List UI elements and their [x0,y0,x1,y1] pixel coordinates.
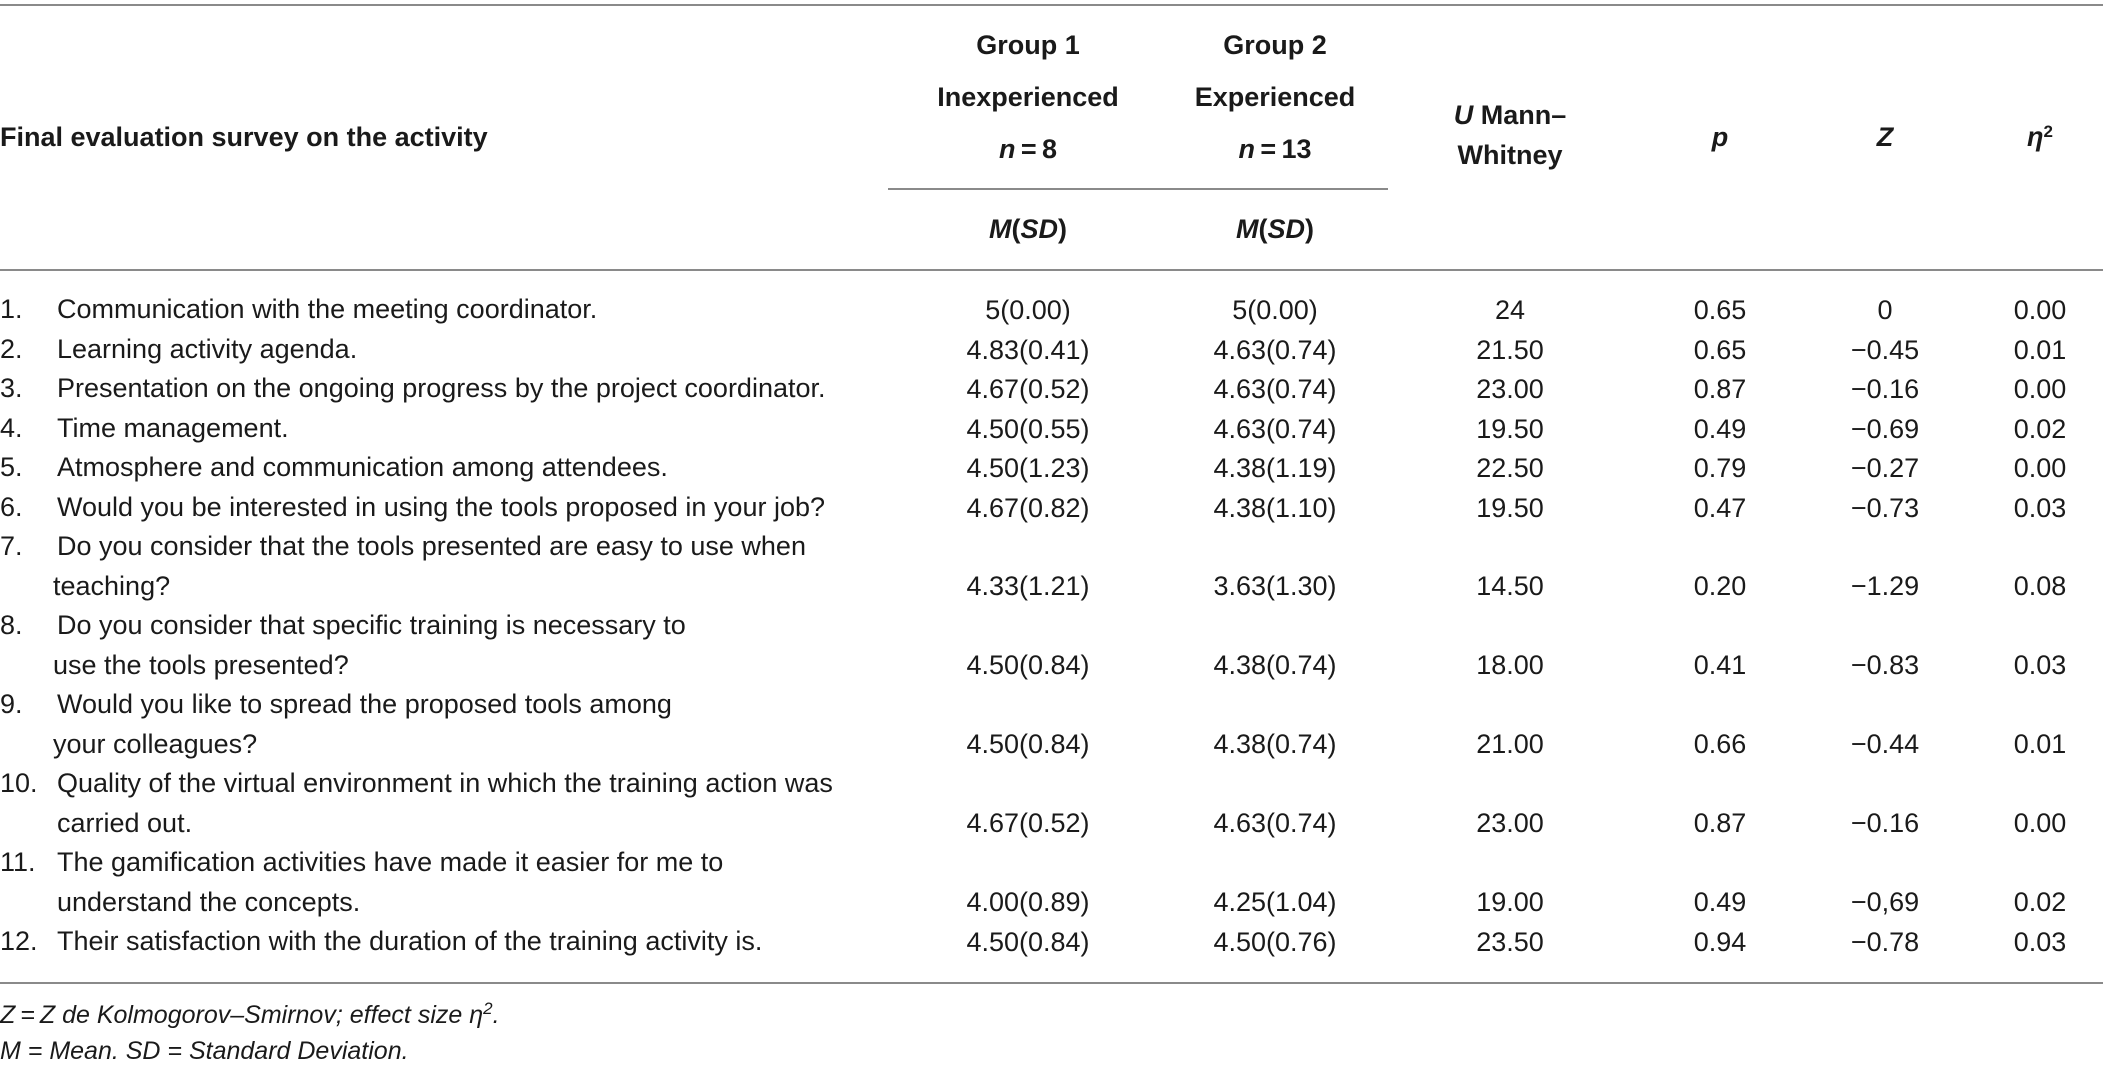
row-label: 12. Their satisfaction with the duration of the training activity is. [0,926,763,956]
table-row [0,606,2103,685]
z-value: −0.16 [1850,807,1920,838]
header-group2-stat: M(SD) [1235,214,1314,244]
z-value: −1.29 [1850,570,1920,601]
group2-value: 4.25(1.04) [1213,886,1337,917]
p-value: 0.65 [1693,334,1747,365]
p-value: 0.41 [1693,649,1747,680]
header-group2-title: Group 2 [1223,30,1327,60]
row-label: 2. Learning activity agenda. [0,334,358,364]
header-z: Z [1876,122,1894,152]
group2-value: 4.50(0.76) [1213,926,1337,957]
table-row [0,764,2103,843]
p-value: 0.87 [1693,807,1747,838]
header-group1-n: n = 8 [998,134,1058,164]
group1-value: 4.83(0.41) [966,334,1090,365]
header-eta-squared: $\eta^2$ [2027,122,2053,152]
group2-value: 4.38(1.19) [1213,452,1337,483]
table-row [0,290,2103,330]
table-row [0,922,2103,962]
header-group2-n: n = 13 [1238,134,1312,164]
table-bottom-rule [0,982,2103,984]
group2-value: 3.63(1.30) [1213,570,1337,601]
eta-value: 0.02 [2013,413,2067,444]
eta-value: 0.08 [2013,570,2067,601]
footnote-m-sd: M = Mean. SD = Standard Deviation. [0,1037,409,1065]
group2-value: 4.63(0.74) [1213,807,1337,838]
group2-value: 4.38(0.74) [1213,728,1337,759]
z-value: −0.16 [1850,373,1920,404]
group1-value: 4.50(0.84) [966,728,1090,759]
group2-value: 4.63(0.74) [1213,413,1337,444]
row-label: 5. Atmosphere and communication among attendees. [0,452,668,482]
u-value: 21.00 [1476,728,1544,759]
table-row [0,488,2103,528]
p-value: 0.66 [1693,728,1747,759]
eta-value: 0.00 [2013,373,2067,404]
group2-value: 5(0.00) [1232,294,1318,325]
p-value: 0.47 [1693,492,1747,523]
table-row [0,527,2103,606]
group1-value: 4.50(0.84) [966,649,1090,680]
p-value: 0.65 [1693,294,1747,325]
header-u-mann-whitney: U Mann– Whitney [1453,100,1567,170]
z-value: −0.27 [1850,452,1920,483]
group2-value: 4.63(0.74) [1213,334,1337,365]
header-group1-stat: M(SD) [988,214,1067,244]
u-value: 23.00 [1476,807,1544,838]
table-row [0,448,2103,488]
z-value: −0.73 [1850,492,1920,523]
group1-value: 4.50(0.55) [966,413,1090,444]
group1-value: 4.67(0.52) [966,373,1090,404]
row-label: 8. Do you consider that specific training is necessary to use the tools presented? [0,610,686,680]
u-value: 21.50 [1476,334,1544,365]
table-row [0,685,2103,764]
eta-value: 0.01 [2013,728,2067,759]
group1-value: 4.50(0.84) [966,926,1090,957]
group1-value: 4.00(0.89) [966,886,1090,917]
row-label: 4. Time management. [0,413,289,443]
u-value: 23.50 [1476,926,1544,957]
eta-value: 0.00 [2013,294,2067,325]
z-value: 0 [1877,294,1893,325]
group1-value: 4.50(1.23) [966,452,1090,483]
p-value: 0.49 [1693,886,1747,917]
table-row [0,409,2103,449]
table-row [0,843,2103,922]
eta-value: 0.00 [2013,807,2067,838]
p-value: 0.94 [1693,926,1747,957]
eta-value: 0.02 [2013,886,2067,917]
u-value: 22.50 [1476,452,1544,483]
header-group1-title: Group 1 [976,30,1080,60]
p-value: 0.20 [1693,570,1747,601]
p-value: 0.87 [1693,373,1747,404]
eta-value: 0.00 [2013,452,2067,483]
u-value: 24 [1494,294,1526,325]
group2-value: 4.38(0.74) [1213,649,1337,680]
u-value: 23.00 [1476,373,1544,404]
u-value: 19.50 [1476,413,1544,444]
group1-value: 5(0.00) [985,294,1071,325]
group2-value: 4.38(1.10) [1213,492,1337,523]
z-value: −0.69 [1850,413,1920,444]
group2-value: 4.63(0.74) [1213,373,1337,404]
z-value: −0.83 [1850,649,1920,680]
header-group2-label: Experienced [1194,82,1356,112]
u-value: 19.50 [1476,492,1544,523]
header-p: p [1711,122,1729,152]
z-value: −0,69 [1850,886,1920,917]
eta-value: 0.03 [2013,649,2067,680]
u-value: 19.00 [1476,886,1544,917]
p-value: 0.79 [1693,452,1747,483]
table-row [0,330,2103,370]
row-label: 6. Would you be interested in using the tools proposed in your job? [0,492,825,522]
z-value: −0.45 [1850,334,1920,365]
group1-value: 4.33(1.21) [966,570,1090,601]
table-row [0,369,2103,409]
eta-value: 0.01 [2013,334,2067,365]
group1-value: 4.67(0.82) [966,492,1090,523]
header-item-column: Final evaluation survey on the activity [0,122,488,152]
table-top-rule [0,4,2103,6]
row-label: 9. Would you like to spread the proposed tools among your colleagues? [0,689,672,759]
eta-value: 0.03 [2013,492,2067,523]
table-header-rule [0,269,2103,271]
row-label: 7. Do you consider that the tools presented are easy to use when teaching? [0,531,806,601]
header-group1-label: Inexperienced [937,82,1119,112]
p-value: 0.49 [1693,413,1747,444]
eta-value: 0.03 [2013,926,2067,957]
z-value: −0.44 [1850,728,1920,759]
row-label: 3. Presentation on the ongoing progress by the project coordinator. [0,373,826,403]
z-value: −0.78 [1850,926,1920,957]
row-label: 11. The gamification activities have made it easier for me to understand the concepts. [0,847,724,917]
u-value: 14.50 [1476,570,1544,601]
row-label: 10. Quality of the virtual environment in which the training action was carried out. [0,768,833,838]
row-label: 1. Communication with the meeting coordinator. [0,294,598,324]
group1-value: 4.67(0.52) [966,807,1090,838]
group-header-rule [888,188,1388,190]
u-value: 18.00 [1476,649,1544,680]
footnote-z: Z = Z de Kolmogorov–Smirnov; effect size $\eta^2$. [0,999,500,1029]
